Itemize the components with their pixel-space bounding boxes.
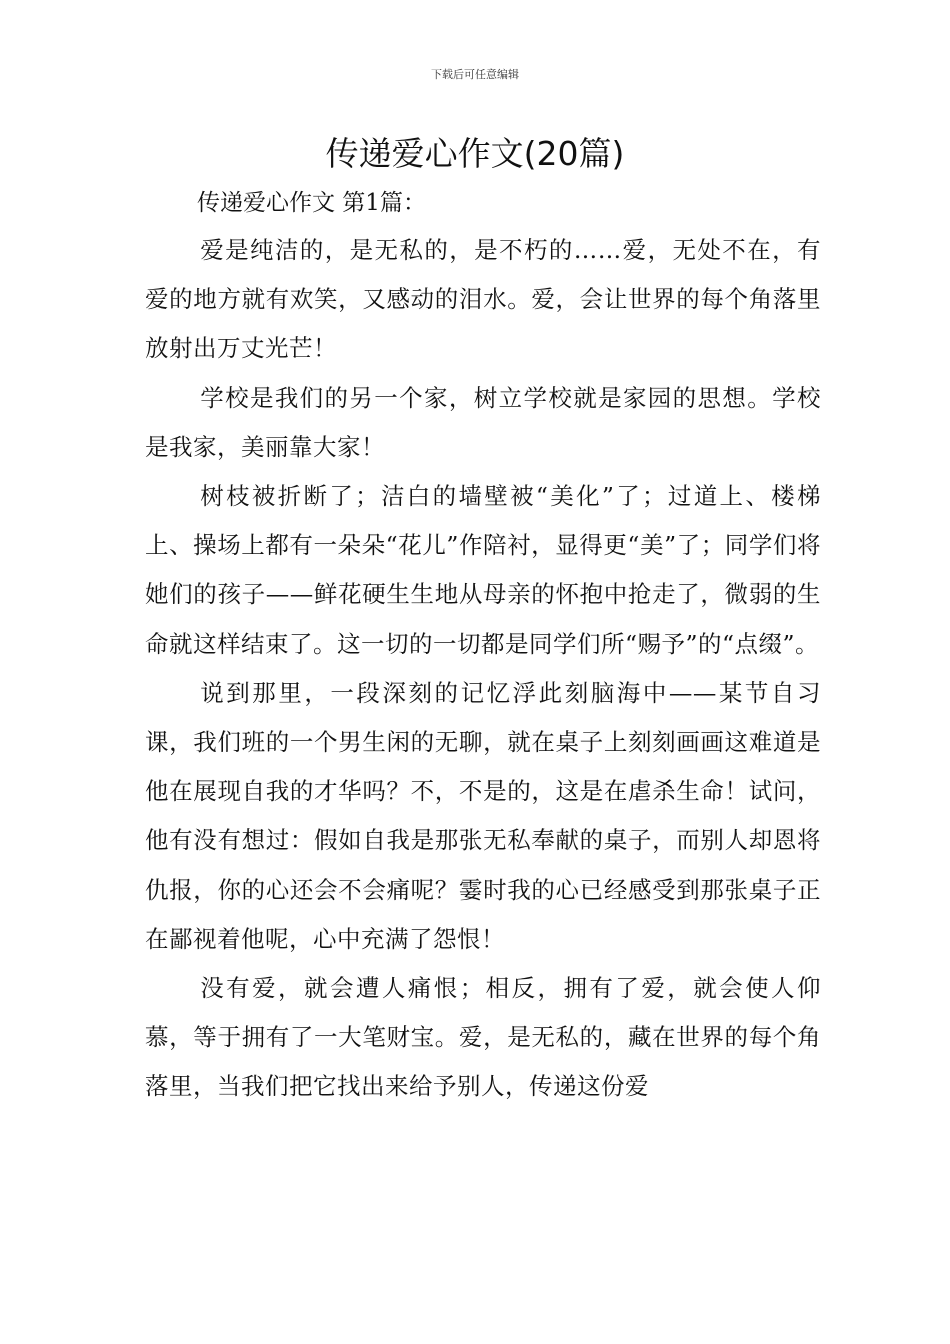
paragraph-3: 树枝被折断了；洁白的墙壁被“美化”了；过道上、楼梯上、操场上都有一朵朵“花儿”作陪衬，显得更“美”了；同学们将她们的孩子——鲜花硬生生地从母亲的怀抱中抢走了，微弱的生命就这样结束了。这一切的一切都是同学们所“赐予”的“点缀”。	[145, 482, 821, 658]
paragraph-2: 学校是我们的另一个家，树立学校就是家园的思想。学校是我家，美丽靠大家！	[145, 383, 821, 461]
paragraph-1: 爱是纯洁的，是无私的，是不朽的……爱，无处不在，有爱的地方就有欢笑，又感动的泪水。爱，会让世界的每个角落里放射出万丈光芒！	[145, 236, 821, 363]
paragraph-5: 没有爱，就会遭人痛恨；相反，拥有了爱，就会使人仰慕，等于拥有了一大笔财宝。爱，是无私的，藏在世界的每个角落里，当我们把它找出来给予别人，传递这份爱	[145, 974, 821, 1101]
header-note: 下载后可任意编辑	[431, 68, 519, 81]
paragraph-4: 说到那里，一段深刻的记忆浮此刻脑海中——某节自习课，我们班的一个男生闲的无聊，就在桌子上刻刻画画这难道是他在展现自我的才华吗？不，不是的，这是在虐杀生命！试问，他有没有想过：假如自我是那张无私奉献的桌子，而别人却恩将仇报，你的心还会不会痛呢？霎时我的心已经感受到那张桌子正在鄙视着他呢，心中充满了怨恨！	[145, 678, 821, 953]
section-heading: 传递爱心作文 第1篇：	[197, 190, 426, 216]
body-text	[145, 226, 821, 1112]
document-title: 传递爱心作文(20篇)	[325, 134, 625, 173]
